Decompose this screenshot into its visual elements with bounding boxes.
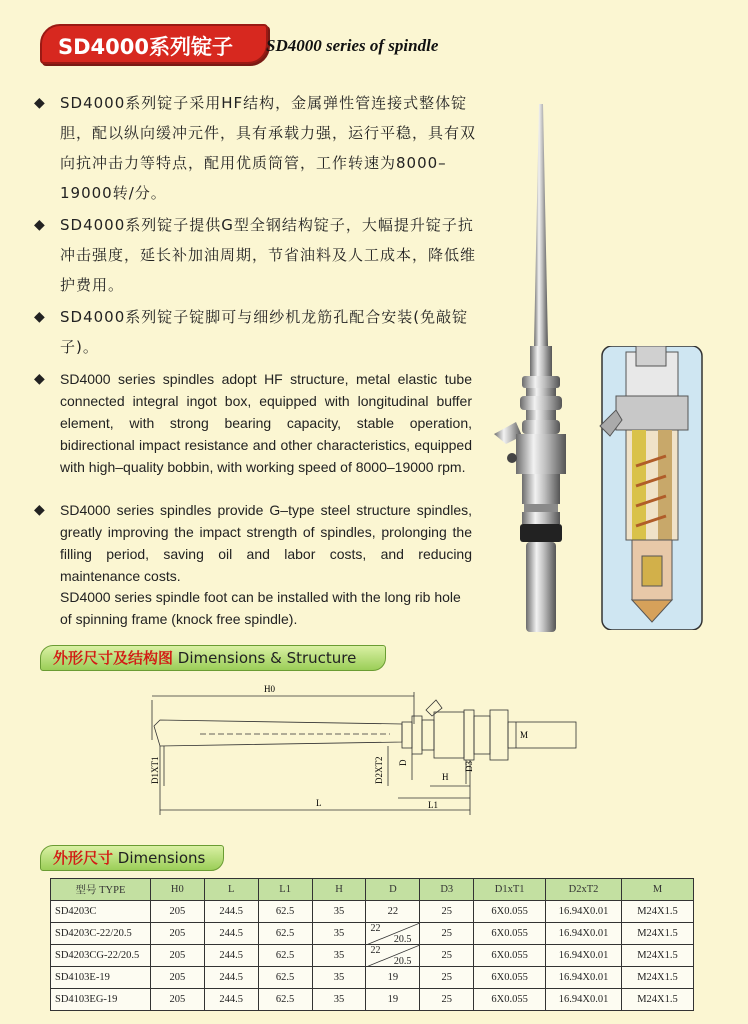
cell-d3: 25 bbox=[420, 967, 474, 989]
dimension-drawing bbox=[140, 680, 590, 830]
cell-h0: 205 bbox=[150, 945, 204, 967]
bullet-text: SD4000系列锭子锭脚可与细纱机龙筋孔配合安装(免敲锭子)。 bbox=[60, 308, 469, 356]
table-header-row bbox=[51, 879, 694, 901]
foot-paragraph: SD4000 series spindle foot can be installed with the long rib hole of spinning frame (knock free spindle). bbox=[60, 589, 461, 627]
cell-d-split bbox=[366, 923, 420, 945]
col-l: L bbox=[204, 879, 258, 901]
col-m: M bbox=[622, 879, 694, 901]
label-l: L bbox=[316, 798, 322, 808]
cell-d-upper: 22 bbox=[370, 923, 381, 934]
bullet-text: SD4000系列锭子采用HF结构，金属弹性管连接式整体锭胆，配以纵向缓冲元件，具有承载力强，运行平稳，具有双向抗冲击力等特点，配用优质筒管，工作转速为8000–19000转/分。 bbox=[60, 94, 477, 202]
cell-d1t1: 6X0.055 bbox=[474, 967, 546, 989]
cell-m: M24X1.5 bbox=[622, 923, 694, 945]
label-d3: D3 bbox=[464, 761, 474, 772]
dimensions-table bbox=[50, 878, 694, 1011]
cell-h: 35 bbox=[312, 967, 366, 989]
page-title-cn: SD4000系列锭子 bbox=[58, 35, 234, 59]
col-d2t2: D2xT2 bbox=[546, 879, 622, 901]
cell-d: 19 bbox=[366, 989, 420, 1011]
cell-type: SD4103EG-19 bbox=[51, 989, 151, 1011]
table-row bbox=[51, 945, 694, 967]
cell-h: 35 bbox=[312, 923, 366, 945]
col-l1: L1 bbox=[258, 879, 312, 901]
cell-d: 19 bbox=[366, 967, 420, 989]
bullet-text: SD4000 series spindles adopt HF structure, metal elastic tube connected integral ingot box, equipped with longitudinal buffer element, with strong bearing capacity, stable operation, bidirectional impact resistance and other characteristics, equipped with high–quality bobbin, with working speed of 8000–19000 rpm. bbox=[60, 371, 472, 475]
page-title-en: SD4000 series of spindle bbox=[266, 36, 439, 55]
label-d2t2: D2XT2 bbox=[374, 756, 384, 784]
cell-d2t2: 16.94X0.01 bbox=[546, 989, 622, 1011]
cell-d-split bbox=[366, 945, 420, 967]
cell-type: SD4203CG-22/20.5 bbox=[51, 945, 151, 967]
cell-l1: 62.5 bbox=[258, 923, 312, 945]
cell-d3: 25 bbox=[420, 945, 474, 967]
cell-d2t2: 16.94X0.01 bbox=[546, 923, 622, 945]
cell-l: 244.5 bbox=[204, 923, 258, 945]
cell-l1: 62.5 bbox=[258, 967, 312, 989]
col-d3: D3 bbox=[420, 879, 474, 901]
cell-m: M24X1.5 bbox=[622, 945, 694, 967]
section-dims-cn: 外形尺寸 bbox=[53, 849, 114, 867]
cell-type: SD4203C bbox=[51, 901, 151, 923]
label-d1t1: D1XT1 bbox=[150, 756, 160, 784]
cell-l: 244.5 bbox=[204, 945, 258, 967]
label-h: H bbox=[442, 772, 449, 782]
diamond-bullet-icon: ◆ bbox=[34, 309, 45, 325]
cell-m: M24X1.5 bbox=[622, 901, 694, 923]
col-type: 型号 TYPE bbox=[51, 879, 151, 901]
section-dims-en: Dimensions bbox=[117, 849, 206, 867]
cell-d-upper: 22 bbox=[370, 945, 381, 956]
cell-d3: 25 bbox=[420, 923, 474, 945]
label-m: M bbox=[520, 730, 529, 740]
cell-h: 35 bbox=[312, 945, 366, 967]
cell-d1t1: 6X0.055 bbox=[474, 923, 546, 945]
spindle-photo bbox=[486, 96, 596, 636]
cell-l1: 62.5 bbox=[258, 989, 312, 1011]
cell-d2t2: 16.94X0.01 bbox=[546, 901, 622, 923]
cell-m: M24X1.5 bbox=[622, 989, 694, 1011]
table-row bbox=[51, 901, 694, 923]
col-d1t1: D1xT1 bbox=[474, 879, 546, 901]
label-d: D bbox=[398, 759, 408, 766]
cell-d2t2: 16.94X0.01 bbox=[546, 967, 622, 989]
cell-h: 35 bbox=[312, 989, 366, 1011]
label-h0: H0 bbox=[264, 684, 275, 694]
cell-d1t1: 6X0.055 bbox=[474, 989, 546, 1011]
cell-d1t1: 6X0.055 bbox=[474, 945, 546, 967]
cell-d3: 25 bbox=[420, 901, 474, 923]
diamond-bullet-icon: ◆ bbox=[34, 95, 45, 111]
table-row bbox=[51, 967, 694, 989]
bullet-text: SD4000系列锭子提供G型全钢结构锭子，大幅提升锭子抗冲击强度，延长补加油周期，节省油料及人工成本，降低维护费用。 bbox=[60, 216, 477, 294]
diamond-bullet-icon: ◆ bbox=[34, 371, 45, 387]
table-row bbox=[51, 923, 694, 945]
section-structure-en: Dimensions & Structure bbox=[177, 649, 357, 667]
cell-l1: 62.5 bbox=[258, 901, 312, 923]
cell-l: 244.5 bbox=[204, 901, 258, 923]
cell-type: SD4203C-22/20.5 bbox=[51, 923, 151, 945]
cell-l1: 62.5 bbox=[258, 945, 312, 967]
cell-d1t1: 6X0.055 bbox=[474, 901, 546, 923]
cell-h0: 205 bbox=[150, 901, 204, 923]
cell-l: 244.5 bbox=[204, 967, 258, 989]
cell-d3: 25 bbox=[420, 989, 474, 1011]
cell-h: 35 bbox=[312, 901, 366, 923]
cell-h0: 205 bbox=[150, 923, 204, 945]
cell-d-lower: 20.5 bbox=[393, 934, 412, 945]
cell-h0: 205 bbox=[150, 967, 204, 989]
cell-l: 244.5 bbox=[204, 989, 258, 1011]
cell-m: M24X1.5 bbox=[622, 967, 694, 989]
table-row bbox=[51, 989, 694, 1011]
section-structure-cn: 外形尺寸及结构图 bbox=[53, 649, 174, 667]
diamond-bullet-icon: ◆ bbox=[34, 502, 45, 518]
section-structure-header bbox=[40, 645, 386, 671]
cell-h0: 205 bbox=[150, 989, 204, 1011]
cell-type: SD4103E-19 bbox=[51, 967, 151, 989]
diamond-bullet-icon: ◆ bbox=[34, 217, 45, 233]
bullet-text: SD4000 series spindles provide G–type steel structure spindles, greatly improving the impact strength of spindles, prolonging the filling period, saving oil and labor costs, and reducing maintenance costs. bbox=[60, 502, 472, 584]
section-dims-header bbox=[40, 845, 224, 871]
col-h: H bbox=[312, 879, 366, 901]
col-d: D bbox=[366, 879, 420, 901]
col-h0: H0 bbox=[150, 879, 204, 901]
cutaway-diagram bbox=[596, 346, 708, 630]
cell-d-lower: 20.5 bbox=[393, 956, 412, 967]
cell-d2t2: 16.94X0.01 bbox=[546, 945, 622, 967]
label-l1: L1 bbox=[428, 800, 438, 810]
cell-d: 22 bbox=[366, 901, 420, 923]
